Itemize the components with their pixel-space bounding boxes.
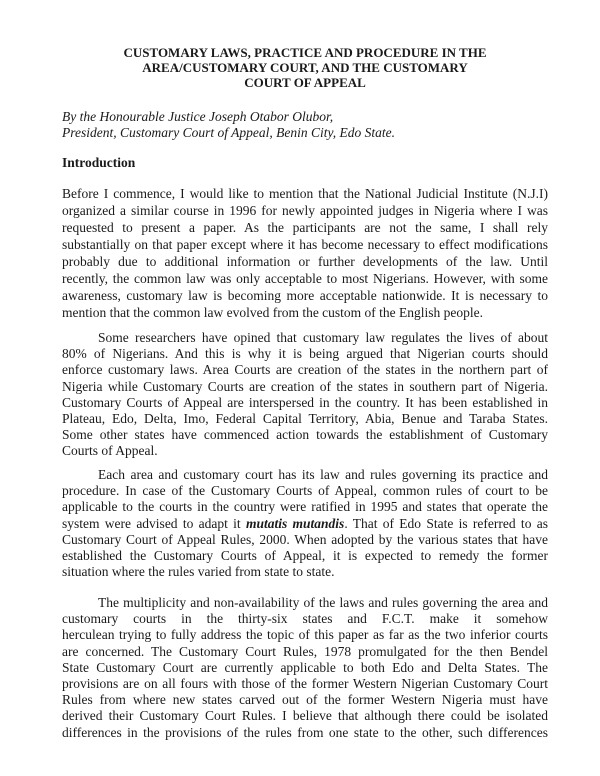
text-line: situation where the rules varied from state to state.	[62, 564, 335, 580]
document-title	[62, 45, 548, 90]
title-line: CUSTOMARY LAWS, PRACTICE AND PROCEDURE IN THE	[123, 45, 487, 60]
text-line: mention that the common law evolved from the custom of the English people.	[62, 305, 484, 320]
text-line: customary courts in the thirty-six states and F.C.T. make it somehow	[62, 611, 548, 627]
text-line	[62, 516, 548, 532]
text-line: applicable to the courts in the country were ratified in 1995 and states that operate the	[62, 499, 548, 515]
text-line: Customary Courts of Appeal are interspersed in the country. It has been established in	[62, 394, 548, 410]
text-line: are concerned. The Customary Court Rules, 1978 promulgated for the then Bendel	[62, 643, 548, 659]
text-line: awareness, customary law is becoming more acceptable nationwide. It is necessary to	[62, 288, 548, 303]
section-heading: Introduction	[62, 155, 136, 170]
text-line: recently, the common law was only acceptable to most Nigerians. However, with some	[62, 271, 548, 286]
paragraph	[62, 330, 548, 460]
text-line: enforce customary laws. Area Courts are creation of the states in the northern part of	[62, 362, 548, 378]
title-line: AREA/CUSTOMARY COURT, AND THE CUSTOMARY	[142, 60, 468, 75]
byline-line: By the Honourable Justice Joseph Otabor Olubor,	[62, 109, 334, 124]
text-line: Before I commence, I would like to mention that the National Judicial Institute (N.J.I)	[62, 186, 548, 201]
text-line: Nigeria while Customary Courts are creation of the states in southern part of Nigeria.	[62, 378, 548, 394]
text-line: Each area and customary court has its law and rules governing its practice and	[98, 467, 548, 482]
byline-line: President, Customary Court of Appeal, Benin City, Edo State.	[62, 124, 395, 140]
title-line: COURT OF APPEAL	[244, 75, 366, 90]
text-line: 80% of Nigerians. And this is why it is being argued that Nigerian courts should	[62, 346, 548, 362]
text-line: derived their Customary Court Rules. I believe that although there could be isolated	[62, 708, 548, 724]
text-line: established the Customary Courts of Appeal, it is expected to remedy the former	[62, 548, 548, 564]
text-segment: system were advised to adapt it	[62, 515, 246, 531]
text-line: Rules from where new states carved out of the former Western Nigeria must have	[62, 692, 548, 708]
text-line: procedure. In case of the Customary Courts of Appeal, common rules of court to be	[62, 483, 548, 499]
text-line: The multiplicity and non-availability of the laws and rules governing the area and	[98, 595, 548, 610]
paragraph	[62, 595, 548, 741]
text-line: Customary Court of Appeal Rules, 2000. When adopted by the various states that have	[62, 531, 548, 547]
text-line: provisions are on all fours with those of the former Western Nigerian Customary Court	[62, 676, 548, 692]
text-line: Courts of Appeal.	[62, 443, 158, 459]
text-line: requested to present a paper. As the participants are not the same, I shall rely	[62, 220, 548, 235]
paragraph	[62, 467, 548, 580]
text-line: Some other states have commenced action towards the establishment of Customary	[62, 427, 548, 443]
text-line: differences in the provisions of the rules from one state to the other, such differences	[62, 724, 548, 740]
text-line: State Customary Court are currently applicable to both Edo and Delta States. The	[62, 659, 548, 675]
text-line: substantially on that paper except where it has become necessary to effect modifications	[62, 237, 548, 252]
text-segment: . That of Edo State is referred to as	[344, 515, 548, 531]
author-byline	[62, 109, 395, 140]
emphasis-text: mutatis mutandis	[245, 515, 345, 531]
text-line: Plateau, Edo, Delta, Imo, Federal Capital Territory, Abia, Benue and Taraba States.	[62, 411, 548, 427]
text-line: herculean trying to fully address the topic of this paper as far as the two inferior courts	[62, 627, 548, 643]
text-line: probably due to additional information or further developments of the law. Until	[62, 254, 548, 269]
text-line: Some researchers have opined that customary law regulates the lives of about	[98, 330, 548, 345]
paragraph	[62, 185, 548, 321]
text-line: organized a similar course in 1996 for newly appointed judges in Nigeria where I was	[62, 203, 548, 218]
